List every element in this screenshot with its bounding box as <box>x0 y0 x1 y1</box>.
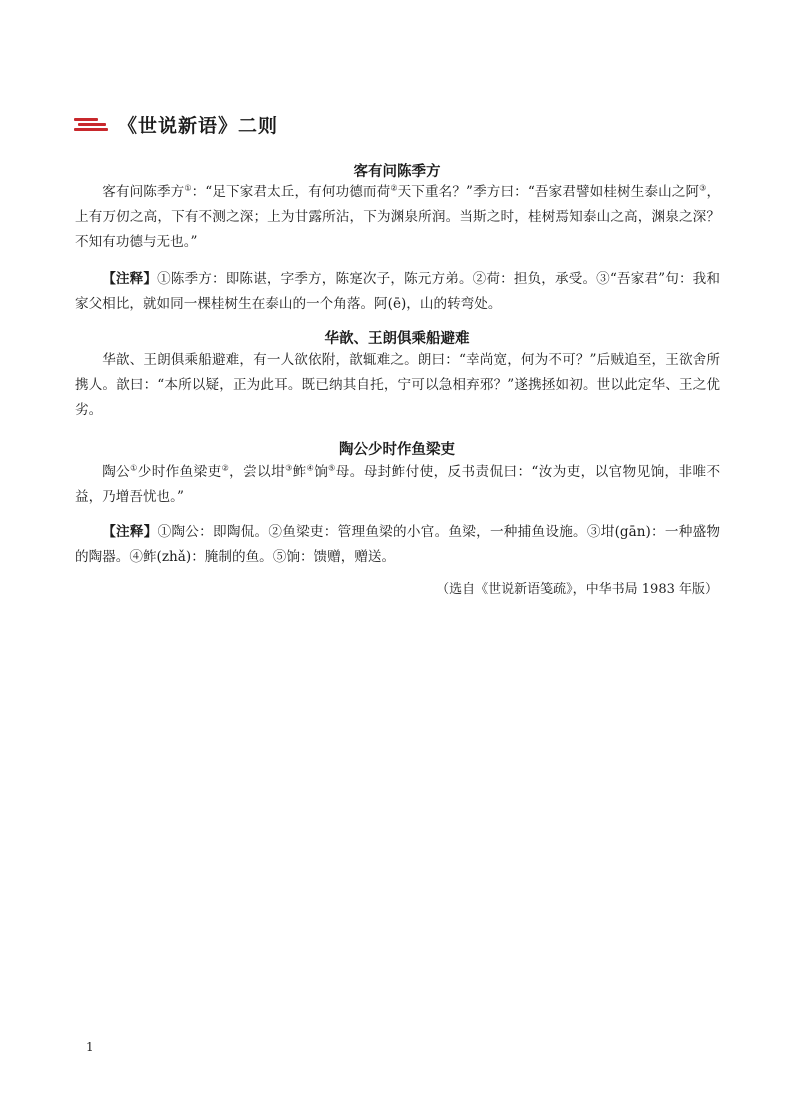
text-run: 客有问陈季方 <box>102 184 185 200</box>
annotation-text: ①陈季方：即陈谌，字季方，陈寔次子，陈元方弟。②荷：担负，承受。③“吾家君”句：我和家父相比，就如同一棵桂树生在泰山的一个角落。阿(ē)，山的转弯处。 <box>75 271 720 312</box>
text-run: ：“足下家君太丘，有何功德而荷 <box>191 184 391 200</box>
text-run: 少时作鱼梁吏 <box>137 464 222 480</box>
footnote-marker: ⑤ <box>328 463 336 473</box>
section-text-2: 华歆、王朗俱乘船避难，有一人欲依附，歆辄难之。朗曰：“幸尚宽，何为不可？”后贼追至，王欲舍所携人。歆曰：“本所以疑，正为此耳。既已纳其自托，宁可以急相弃邪？”遂携拯如初。世以此定华、王之优劣。 <box>75 352 720 418</box>
footnote-marker: ② <box>390 183 398 193</box>
footnote-marker: ① <box>184 183 192 193</box>
red-stripes-icon <box>74 116 108 132</box>
footnote-marker: ② <box>221 463 230 473</box>
text-run: 饷 <box>314 464 329 480</box>
annotation-1 <box>75 267 720 317</box>
text-run: 陶公 <box>102 464 131 480</box>
annotation-label: 【注释】 <box>102 524 158 540</box>
text-run: 鲊 <box>292 464 307 480</box>
annotation-text: ①陶公：即陶侃。②鱼梁吏：管理鱼梁的小官。鱼梁，一种捕鱼设施。③坩(gān)：一种盛物的陶器。④鲊(zhǎ)：腌制的鱼。⑤饷：馈赠，赠送。 <box>75 524 721 565</box>
section-text-3 <box>75 460 720 510</box>
text-run: ，尝以坩 <box>229 464 286 480</box>
source-citation: （选自《世说新语笺疏》，中华书局 1983 年版） <box>436 582 718 597</box>
page-title: 《世说新语》二则 <box>118 114 279 137</box>
text-run: 天下重名？”季方曰：“吾家君譬如桂树生泰山之阿 <box>397 184 700 200</box>
section-title-2: 华歆、王朗俱乘船避难 <box>324 331 470 347</box>
text-run: ，上有万仞之高，下有不测之深；上为甘露所沾，下为渊泉所润。当斯之时，桂树焉知泰山之高，渊泉之深？不知有功德与无也。” <box>75 184 721 250</box>
footnote-marker: ③ <box>285 463 293 473</box>
section-title-3: 陶公少时作鱼梁吏 <box>339 442 455 458</box>
section-title-1: 客有问陈季方 <box>353 164 441 180</box>
annotation-label: 【注释】 <box>102 271 158 287</box>
footnote-marker: ④ <box>306 463 315 473</box>
annotation-3 <box>75 520 720 570</box>
section-text-1 <box>75 180 720 255</box>
footnote-marker: ① <box>130 463 138 473</box>
page-number: 1 <box>86 1040 94 1054</box>
text-run: 母。母封鲊付使，反书责侃曰：“汝为吏，以官物见饷，非唯不益，乃增吾忧也。” <box>75 464 721 505</box>
section-header <box>74 110 278 138</box>
footnote-marker: ③ <box>699 183 707 193</box>
